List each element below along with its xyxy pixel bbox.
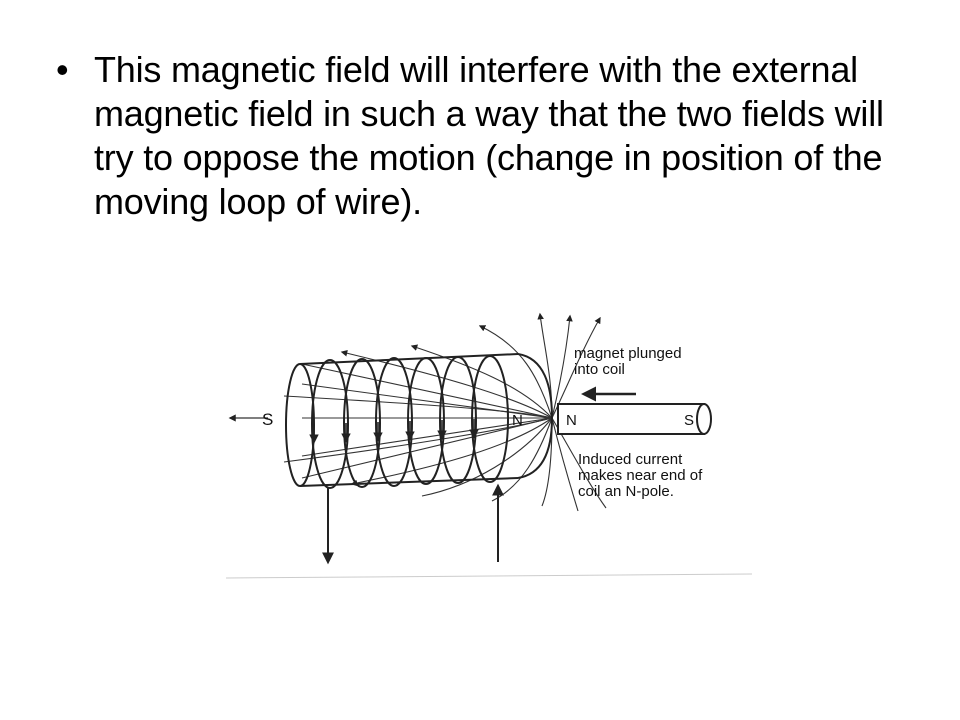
caption-top-line-1: magnet plunged xyxy=(574,345,682,362)
bullet-text: This magnetic field will interfere with the external magnetic field in such a way that the two fields will try to oppose the motion (change in position of the moving loop of wire). xyxy=(94,49,884,222)
caption-top xyxy=(574,345,682,378)
left-field-arrow xyxy=(230,410,273,429)
bar-magnet xyxy=(558,404,711,434)
magnet-north-label: N xyxy=(566,412,577,429)
caption-bottom-line-3: coil an N-pole. xyxy=(578,483,674,500)
coil-magnet-diagram xyxy=(222,306,762,591)
caption-bottom-line-1: Induced current xyxy=(578,451,683,468)
caption-bottom xyxy=(578,451,703,500)
lead-wires xyxy=(328,486,498,562)
caption-top-line-2: into coil xyxy=(574,361,625,378)
coil-pole-label: N xyxy=(512,412,523,429)
bullet-icon: • xyxy=(56,49,69,90)
left-pole-label: S xyxy=(262,410,274,429)
caption-bottom-line-2: makes near end of xyxy=(578,467,703,484)
magnet-south-label: S xyxy=(684,412,695,429)
bullet-item xyxy=(56,48,906,224)
current-arrows xyxy=(314,419,474,442)
figure-baseline xyxy=(226,574,752,578)
